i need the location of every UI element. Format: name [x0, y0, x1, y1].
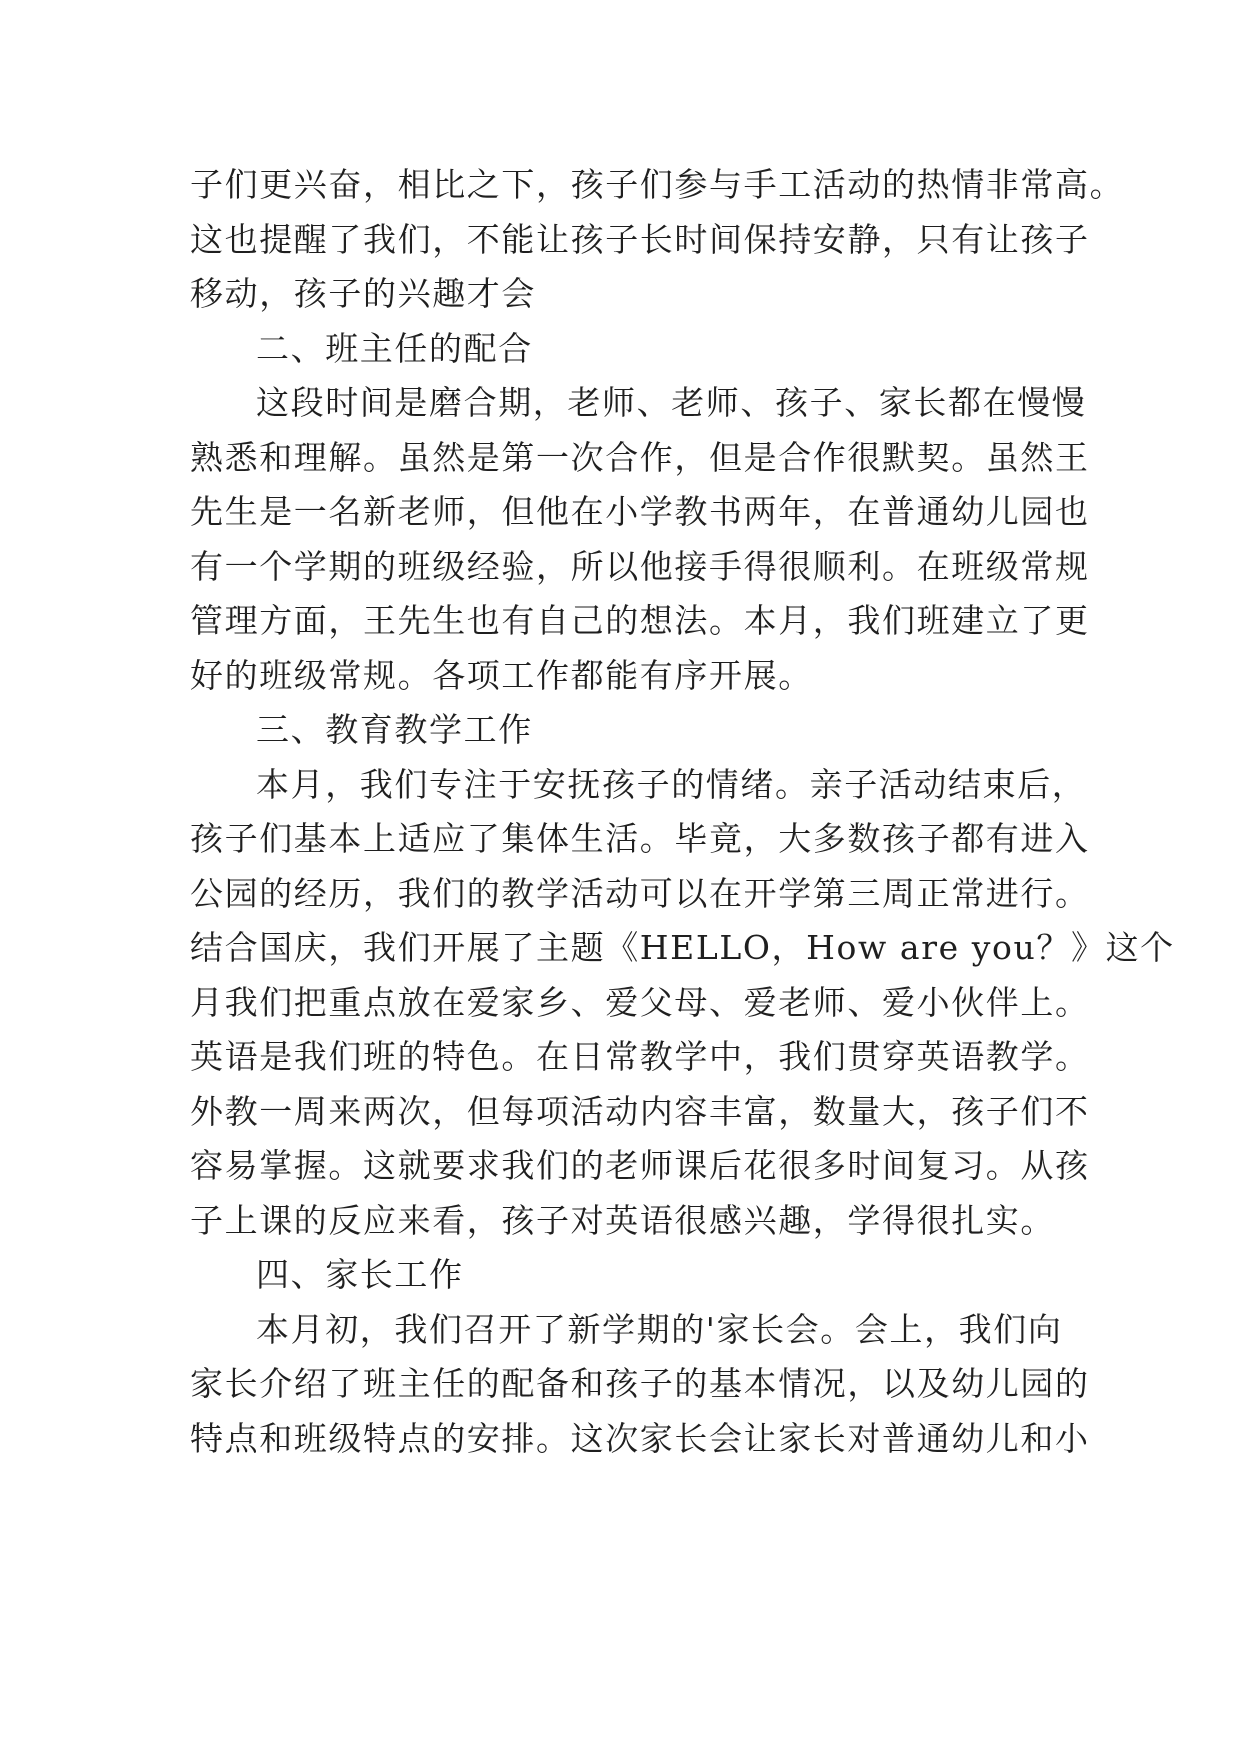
body-line: 家长介绍了班主任的配备和孩子的基本情况，以及幼儿园的 [190, 1364, 1090, 1403]
body-line: 英语是我们班的特色。在日常教学中，我们贯穿英语教学。 [190, 1037, 1090, 1076]
body-line: 外教一周来两次，但每项活动内容丰富，数量大，孩子们不 [190, 1091, 1090, 1131]
body-line: 管理方面，王先生也有自己的想法。本月，我们班建立了更 [190, 601, 1090, 640]
body-line: 这段时间是磨合期，老师、老师、孩子、家长都在慢慢 [256, 383, 1087, 422]
body-line: 结合国庆，我们开展了主题《HELLO，How are you？》这个 [190, 928, 1175, 967]
body-line: 先生是一名新老师，但他在小学教书两年，在普通幼儿园也 [190, 492, 1090, 531]
body-line: 子们更兴奋，相比之下，孩子们参与手工活动的热情非常高。 [190, 165, 1125, 204]
section-heading: 四、家长工作 [256, 1255, 464, 1294]
body-line: 好的班级常规。各项工作都能有序开展。 [190, 655, 813, 695]
body-line: 孩子们基本上适应了集体生活。毕竟，大多数孩子都有进入 [190, 819, 1090, 858]
section-heading: 三、教育教学工作 [256, 710, 533, 749]
body-line: 本月，我们专注于安抚孩子的情绪。亲子活动结束后， [256, 764, 1087, 804]
body-line: 公园的经历，我们的教学活动可以在开学第三周正常进行。 [190, 873, 1090, 913]
body-line: 这也提醒了我们，不能让孩子长时间保持安静，只有让孩子 [190, 219, 1090, 259]
body-line: 本月初，我们召开了新学期的'家长会。会上，我们向 [256, 1309, 1063, 1349]
body-line: 月我们把重点放在爱家乡、爱父母、爱老师、爱小伙伴上。 [190, 982, 1090, 1022]
body-line: 熟悉和理解。虽然是第一次合作，但是合作很默契。虽然王 [190, 437, 1090, 477]
body-line: 子上课的反应来看，孩子对英语很感兴趣，学得很扎实。 [190, 1200, 1055, 1240]
body-line: 有一个学期的班级经验，所以他接手得很顺利。在班级常规 [190, 546, 1090, 586]
section-heading: 二、班主任的配合 [256, 328, 533, 368]
body-line: 移动，孩子的兴趣才会 [190, 274, 536, 313]
body-line: 特点和班级特点的安排。这次家长会让家长对普通幼儿和小 [190, 1418, 1090, 1458]
body-line: 容易掌握。这就要求我们的老师课后花很多时间复习。从孩 [190, 1146, 1090, 1185]
